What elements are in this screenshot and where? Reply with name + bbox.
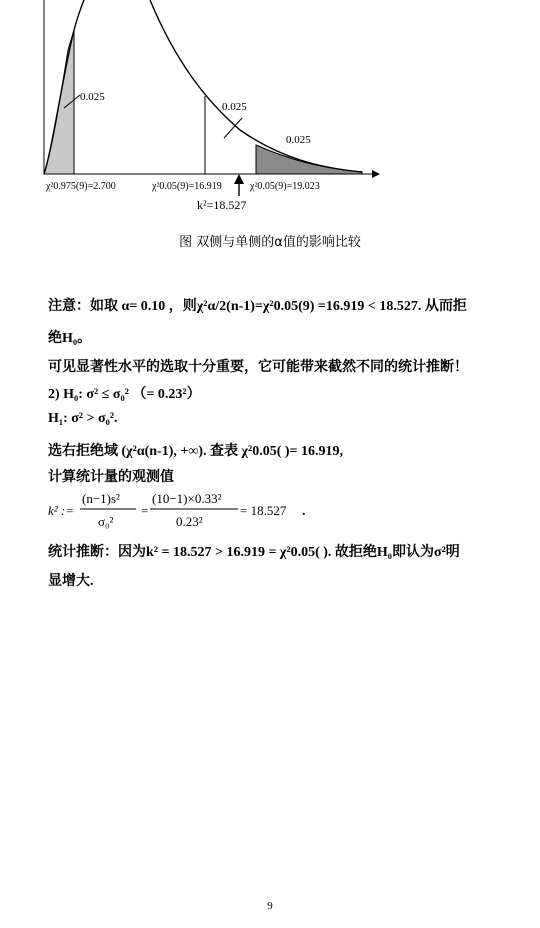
tick-label-right: χ²0.05(9)=19.023 bbox=[250, 181, 320, 192]
x-axis-arrow bbox=[372, 170, 380, 178]
statistic-formula bbox=[48, 488, 468, 534]
note-line-2: 绝H₀。 bbox=[48, 331, 92, 346]
equals-sign: = bbox=[141, 503, 149, 518]
item-2-hypothesis-h0: 2) H₀: σ² ≤ σ₀² （= 0.23²） bbox=[48, 387, 201, 402]
tick-label-mid: χ²0.05(9)=16.919 bbox=[152, 181, 222, 192]
note-line-1: 注意：如取 α= 0.10 ，则χ²α/2(n-1)=χ²0.05(9) =16.919 < 18.527. 从而拒 bbox=[48, 299, 467, 314]
conclusion-line-1: 统计推断：因为k² = 18.527 > 16.919 = χ²0.05( ). 故拒绝H₀即认为σ²明 bbox=[48, 545, 460, 560]
k-value-label: k²=18.527 bbox=[197, 198, 247, 212]
formula-numerator-1: (n−1)s² bbox=[82, 491, 120, 506]
k-arrow-head bbox=[234, 174, 244, 184]
hypothesis-h1: H₁: σ² > σ₀². bbox=[48, 411, 118, 426]
rejection-region-text: 选右拒绝域 (χ²α(n-1), +∞). 查表 χ²0.05( )= 16.919, bbox=[48, 444, 343, 459]
formula-tail: . bbox=[302, 504, 306, 519]
right-area-label: 0.025 bbox=[286, 134, 311, 146]
left-area-label: 0.025 bbox=[80, 91, 105, 103]
figure-caption: 图 双侧与单侧的α值的影响比较 bbox=[179, 235, 361, 250]
remark-text: 可见显著性水平的选取十分重要，它可能带来截然不同的统计推断！ bbox=[48, 360, 468, 375]
density-curve bbox=[44, 0, 362, 174]
formula-numerator-2: (10−1)×0.33² bbox=[152, 491, 222, 506]
page-number: 9 bbox=[267, 900, 273, 912]
tick-label-left: χ²0.975(9)=2.700 bbox=[46, 181, 116, 192]
middle-label: 0.025 bbox=[222, 101, 247, 113]
formula-lhs: k² := bbox=[48, 503, 75, 518]
conclusion-line-2: 显增大. bbox=[48, 574, 94, 589]
formula-denominator-2: 0.23² bbox=[176, 514, 203, 529]
chi-square-figure bbox=[0, 0, 540, 212]
middle-label-pointer bbox=[224, 118, 242, 138]
formula-result: = 18.527 bbox=[240, 503, 287, 518]
compute-statistic-text: 计算统计量的观测值 bbox=[48, 470, 174, 485]
formula-denominator-1: σ₀² bbox=[98, 514, 114, 529]
